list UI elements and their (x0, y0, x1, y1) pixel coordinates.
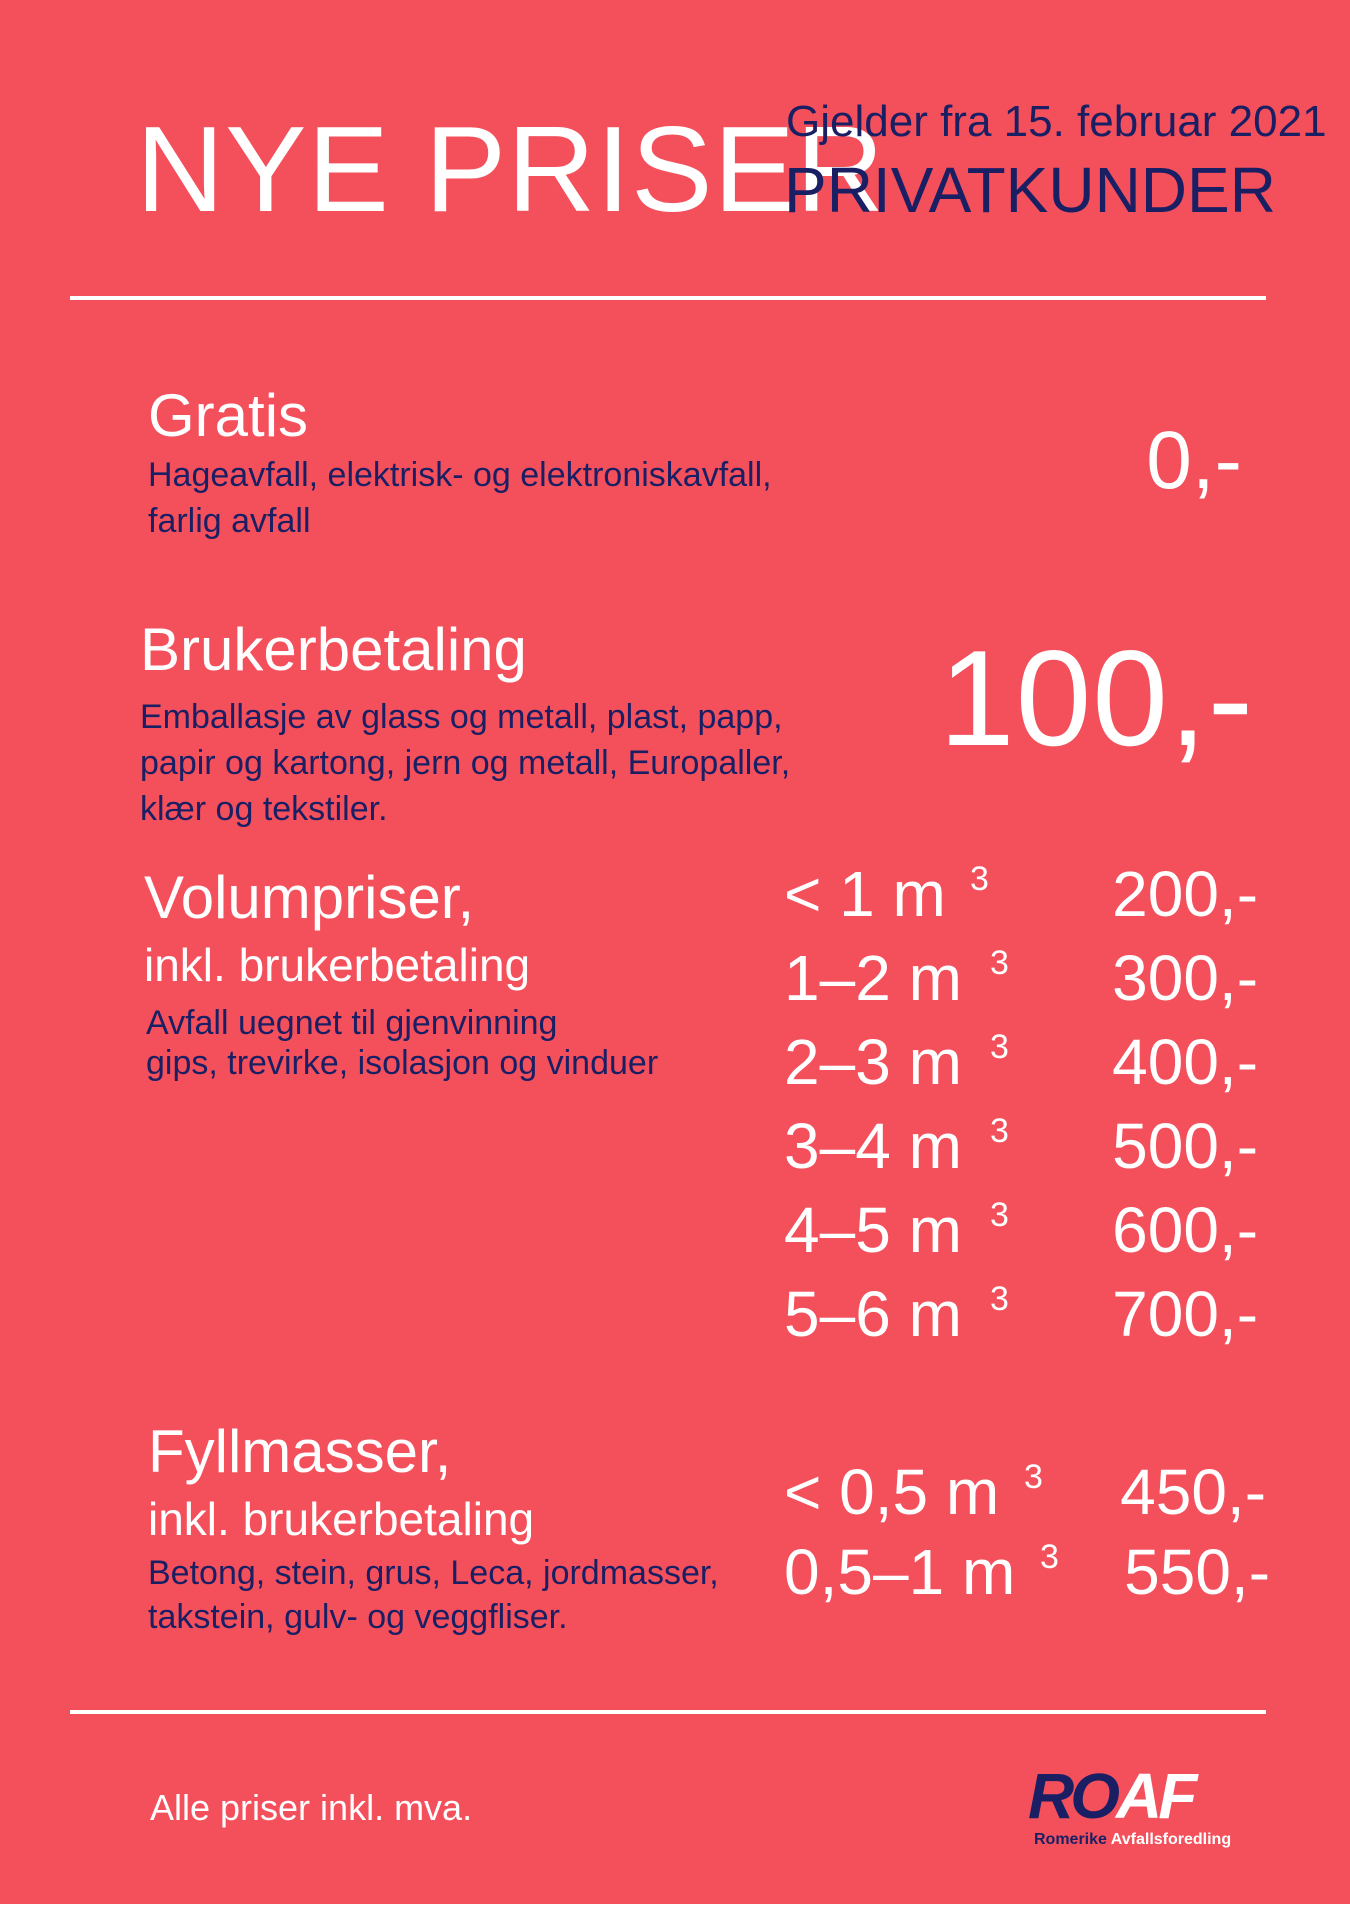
volumpriser-heading: Volumpriser, (144, 864, 475, 931)
volume-range: 1–2 m (784, 942, 962, 1014)
volume-price-row (0, 1026, 1350, 1110)
brukerbetaling-heading: Brukerbetaling (140, 616, 527, 683)
logo-sub-romerike: Romerike (1034, 1831, 1107, 1848)
volume-price-row (0, 858, 1350, 942)
volume-range: 5–6 m (784, 1278, 962, 1350)
volume-price-row (0, 942, 1350, 1026)
gratis-desc-line1: Hageavfall, elektrisk- og elektroniskavfall, (148, 456, 772, 494)
fyllmasser-desc-line1: Betong, stein, grus, Leca, jordmasser, (148, 1554, 719, 1592)
volume-range: 4–5 m (784, 1194, 962, 1266)
brukerbetaling-price: 100,- (939, 622, 1254, 774)
brukerbetaling-desc-line1: Emballasje av glass og metall, plast, papp, (140, 698, 783, 736)
cubic-superscript: 3 (990, 944, 1009, 982)
roaf-logo-subtitle (1034, 1832, 1231, 1848)
cubic-superscript: 3 (990, 1196, 1009, 1234)
fyllmasser-desc-line2: takstein, gulv- og veggfliser. (148, 1598, 568, 1636)
cubic-superscript: 3 (1040, 1538, 1059, 1576)
volumpriser-desc-line1: Avfall uegnet til gjenvinning (146, 1004, 558, 1042)
vat-note: Alle priser inkl. mva. (150, 1787, 473, 1828)
volume-price: 300,- (1112, 942, 1258, 1014)
logo-af: AF (1116, 1760, 1194, 1832)
roaf-logo (1028, 1760, 1232, 1854)
audience-heading: PRIVATKUNDER (784, 154, 1276, 226)
page-title: NYE PRISER (136, 101, 885, 237)
gratis-heading: Gratis (148, 382, 309, 449)
fill-price-row (0, 1536, 1350, 1620)
logo-sub-avfallsforedling: Avfallsforedling (1110, 1831, 1232, 1848)
fill-range: < 0,5 m (784, 1456, 1000, 1528)
valid-from-text: Gjelder fra 15. februar 2021 (786, 97, 1327, 146)
bottom-divider (70, 1710, 1266, 1714)
volume-range: 3–4 m (784, 1110, 962, 1182)
volume-price-row (0, 1194, 1350, 1278)
volumpriser-desc-line2: gips, trevirke, isolasjon og vinduer (146, 1044, 659, 1082)
roaf-logo-mark (1028, 1760, 1194, 1832)
fill-range: 0,5–1 m (784, 1536, 1016, 1608)
volumpriser-subheading: inkl. brukerbetaling (144, 939, 531, 991)
cubic-superscript: 3 (990, 1112, 1009, 1150)
logo-ro: RO (1028, 1760, 1116, 1832)
fyllmasser-subheading: inkl. brukerbetaling (148, 1493, 535, 1545)
cubic-superscript: 3 (970, 860, 989, 898)
volume-range: 2–3 m (784, 1026, 962, 1098)
gratis-desc-line2: farlig avfall (148, 502, 311, 540)
cubic-superscript: 3 (1024, 1458, 1043, 1496)
gratis-price: 0,- (1146, 415, 1242, 506)
volume-price: 200,- (1112, 858, 1258, 930)
volume-price: 700,- (1112, 1278, 1258, 1350)
volume-price: 400,- (1112, 1026, 1258, 1098)
volume-price-row (0, 1110, 1350, 1194)
volume-price: 600,- (1112, 1194, 1258, 1266)
volume-price-row (0, 1278, 1350, 1362)
volume-price: 500,- (1112, 1110, 1258, 1182)
fyllmasser-heading: Fyllmasser, (148, 1418, 452, 1485)
brukerbetaling-desc-line2: papir og kartong, jern og metall, Europaller, (140, 744, 791, 782)
fill-price: 450,- (1120, 1456, 1266, 1528)
top-divider (70, 296, 1266, 300)
cubic-superscript: 3 (990, 1280, 1009, 1318)
brukerbetaling-desc-line3: klær og tekstiler. (140, 790, 388, 828)
cubic-superscript: 3 (990, 1028, 1009, 1066)
fill-price: 550,- (1124, 1536, 1270, 1608)
volume-range: < 1 m (784, 858, 946, 930)
fill-price-row (0, 1456, 1350, 1545)
